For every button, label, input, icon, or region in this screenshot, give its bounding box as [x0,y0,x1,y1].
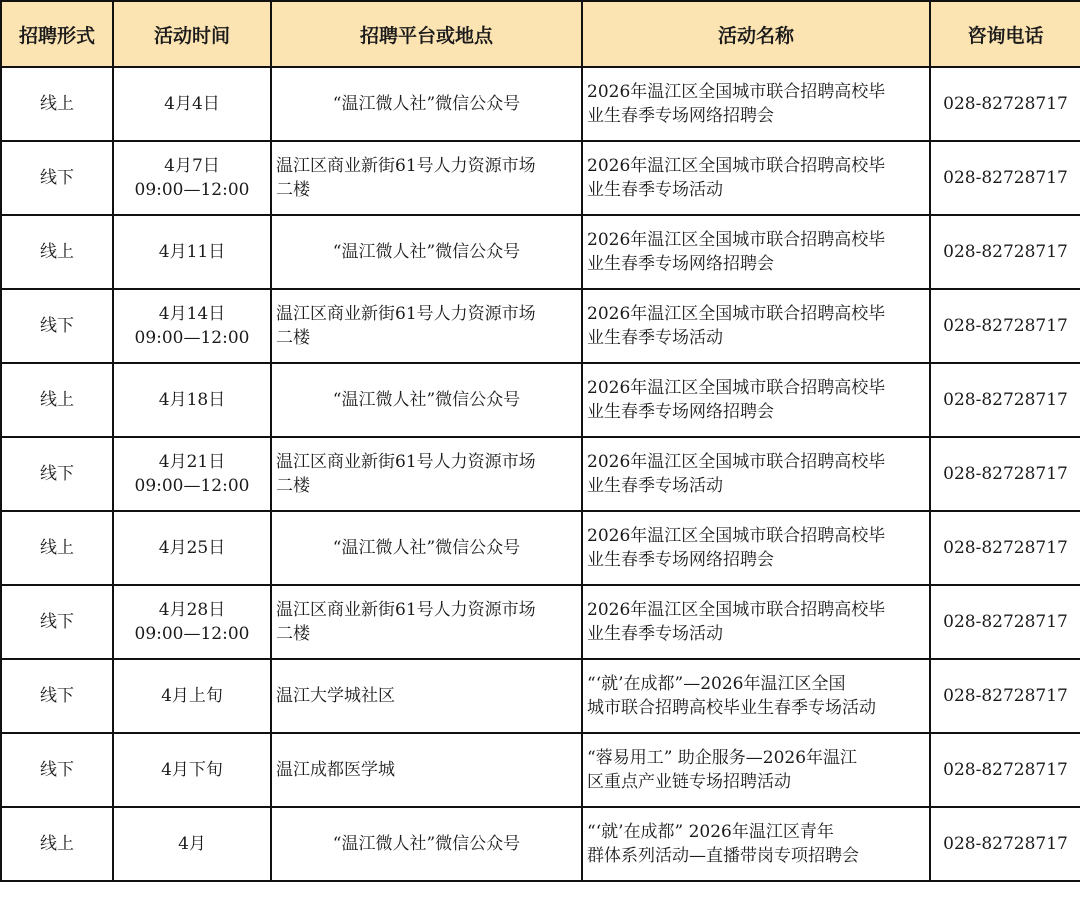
consultation-phone-cell: 028-82728717 [930,659,1080,733]
header-platform-or-location: 招聘平台或地点 [271,1,582,67]
header-consultation-phone: 咨询电话 [930,1,1080,67]
activity-name-cell-line: 业生春季专场活动 [587,328,723,348]
activity-time-cell-line: 4月18日 [158,390,226,410]
platform-location-cell [271,659,582,733]
consultation-phone-cell: 028-82728717 [930,215,1080,289]
table-row [1,437,1080,511]
activity-time-cell [113,807,271,881]
table-row [1,289,1080,363]
consultation-phone-cell: 028-82728717 [930,807,1080,881]
activity-time-cell [113,511,271,585]
activity-name-cell [582,363,930,437]
activity-name-cell-line: 2026年温江区全国城市联合招聘高校毕 [587,156,886,176]
recruitment-form-cell: 线上 [1,807,113,881]
activity-name-cell [582,807,930,881]
activity-name-cell-line: 城市联合招聘高校毕业生春季专场活动 [587,698,876,718]
activity-name-cell [582,67,930,141]
platform-location-cell-line: 二楼 [276,624,310,644]
activity-name-cell [582,733,930,807]
activity-name-cell [582,511,930,585]
activity-name-cell-line: 群体系列活动—直播带岗专项招聘会 [587,846,859,866]
activity-time-cell [113,733,271,807]
activity-time-cell-line: 09:00—12:00 [134,328,250,348]
activity-name-cell [582,437,930,511]
activity-time-cell-line: 09:00—12:00 [134,476,250,496]
consultation-phone-cell: 028-82728717 [930,363,1080,437]
activity-time-cell [113,67,271,141]
recruitment-form-cell: 线下 [1,289,113,363]
platform-location-cell-line: 温江成都医学城 [276,760,395,780]
activity-time-cell-line: 4月4日 [164,94,220,114]
activity-name-cell-line: 2026年温江区全国城市联合招聘高校毕 [587,378,886,398]
activity-name-cell-line: 2026年温江区全国城市联合招聘高校毕 [587,230,886,250]
platform-location-cell-line: 二楼 [276,180,310,200]
consultation-phone-cell: 028-82728717 [930,511,1080,585]
activity-name-cell [582,585,930,659]
activity-name-cell-line: 2026年温江区全国城市联合招聘高校毕 [587,600,886,620]
consultation-phone-cell: 028-82728717 [930,733,1080,807]
platform-location-cell [271,215,582,289]
consultation-phone-cell: 028-82728717 [930,437,1080,511]
platform-location-cell-line: “温江微人社”微信公众号 [332,390,521,410]
table-row [1,807,1080,881]
activity-name-cell-line: 2026年温江区全国城市联合招聘高校毕 [587,82,886,102]
table-row [1,363,1080,437]
activity-name-cell [582,659,930,733]
activity-name-cell-line: “‘就’在成都”—2026年温江区全国 [587,674,846,694]
platform-location-cell [271,289,582,363]
platform-location-cell [271,437,582,511]
recruitment-form-cell: 线下 [1,659,113,733]
table-header-row [1,1,1080,67]
platform-location-cell-line: 温江区商业新街61号人力资源市场 [276,304,536,324]
recruitment-form-cell: 线上 [1,67,113,141]
table-row [1,141,1080,215]
activity-time-cell [113,141,271,215]
platform-location-cell-line: 二楼 [276,328,310,348]
activity-name-cell-line: 业生春季专场活动 [587,180,723,200]
platform-location-cell [271,585,582,659]
activity-name-cell-line: 业生春季专场网络招聘会 [587,254,774,274]
activity-name-cell-line: 业生春季专场网络招聘会 [587,550,774,570]
platform-location-cell-line: “温江微人社”微信公众号 [332,538,521,558]
activity-name-cell-line: 2026年温江区全国城市联合招聘高校毕 [587,304,886,324]
platform-location-cell [271,807,582,881]
platform-location-cell-line: 二楼 [276,476,310,496]
table-row [1,511,1080,585]
recruitment-form-cell: 线下 [1,585,113,659]
activity-name-cell-line: 2026年温江区全国城市联合招聘高校毕 [587,452,886,472]
activity-name-cell-line: 业生春季专场活动 [587,476,723,496]
platform-location-cell [271,67,582,141]
activity-name-cell-line: 业生春季专场网络招聘会 [587,106,774,126]
activity-time-cell [113,363,271,437]
activity-time-cell [113,659,271,733]
header-activity-name: 活动名称 [582,1,930,67]
activity-name-cell-line: “‘就’在成都” 2026年温江区青年 [587,822,834,842]
activity-name-cell [582,141,930,215]
activity-time-cell [113,289,271,363]
activity-time-cell [113,437,271,511]
consultation-phone-cell: 028-82728717 [930,289,1080,363]
platform-location-cell-line: “温江微人社”微信公众号 [332,242,521,262]
platform-location-cell-line: 温江区商业新街61号人力资源市场 [276,600,536,620]
recruitment-form-cell: 线下 [1,141,113,215]
activity-time-cell-line: 4月上旬 [161,686,223,706]
table-row [1,733,1080,807]
table-row [1,585,1080,659]
activity-time-cell-line: 09:00—12:00 [134,624,250,644]
consultation-phone-cell: 028-82728717 [930,67,1080,141]
recruitment-form-cell: 线下 [1,437,113,511]
activity-time-cell-line: 4月下旬 [161,760,223,780]
consultation-phone-cell: 028-82728717 [930,585,1080,659]
platform-location-cell [271,733,582,807]
table-row [1,67,1080,141]
recruitment-form-cell: 线上 [1,511,113,585]
table-body [1,67,1080,881]
activity-name-cell-line: “蓉易用工” 助企服务—2026年温江 [587,748,858,768]
activity-name-cell [582,289,930,363]
activity-time-cell-line: 4月21日 [158,452,226,472]
activity-time-cell-line: 4月7日 [164,156,220,176]
activity-name-cell [582,215,930,289]
platform-location-cell-line: “温江微人社”微信公众号 [332,834,521,854]
platform-location-cell [271,363,582,437]
platform-location-cell-line: 温江大学城社区 [276,686,395,706]
activity-time-cell [113,215,271,289]
table-row [1,659,1080,733]
recruitment-form-cell: 线下 [1,733,113,807]
activity-name-cell-line: 区重点产业链专场招聘活动 [587,772,791,792]
activity-name-cell-line: 业生春季专场网络招聘会 [587,402,774,422]
platform-location-cell [271,511,582,585]
activity-time-cell-line: 4月25日 [158,538,226,558]
recruitment-form-cell: 线上 [1,363,113,437]
activity-time-cell-line: 09:00—12:00 [134,180,250,200]
platform-location-cell [271,141,582,215]
activity-time-cell-line: 4月 [178,834,206,854]
activity-name-cell-line: 业生春季专场活动 [587,624,723,644]
activity-time-cell-line: 4月28日 [158,600,226,620]
platform-location-cell-line: 温江区商业新街61号人力资源市场 [276,452,536,472]
activity-name-cell-line: 2026年温江区全国城市联合招聘高校毕 [587,526,886,546]
activity-time-cell-line: 4月11日 [158,242,226,262]
header-activity-time: 活动时间 [113,1,271,67]
header-recruitment-form: 招聘形式 [1,1,113,67]
platform-location-cell-line: 温江区商业新街61号人力资源市场 [276,156,536,176]
table-row [1,215,1080,289]
activity-time-cell [113,585,271,659]
platform-location-cell-line: “温江微人社”微信公众号 [332,94,521,114]
consultation-phone-cell: 028-82728717 [930,141,1080,215]
recruitment-form-cell: 线上 [1,215,113,289]
activity-time-cell-line: 4月14日 [158,304,226,324]
